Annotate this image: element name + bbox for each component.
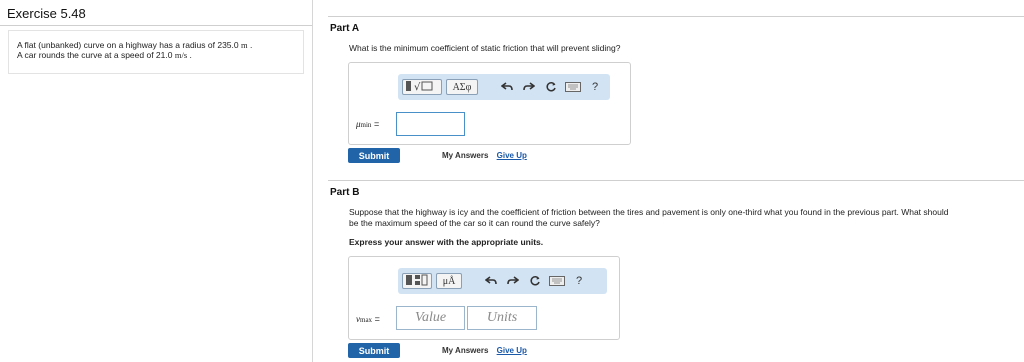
greek-symbols-button[interactable]: ΑΣφ	[446, 79, 478, 95]
part-a-my-answers[interactable]: My Answers	[442, 151, 489, 160]
mu-subscript: min	[360, 121, 372, 129]
units-template-icon	[405, 274, 429, 288]
column-separator	[312, 0, 313, 362]
mu-min-label	[356, 119, 379, 129]
value-input[interactable]: Value	[396, 306, 465, 330]
problem-statement	[8, 30, 304, 74]
problem-line-1: A flat (unbanked) curve on a highway has a radius of 235.0 m .	[17, 40, 253, 50]
units-symbols-button[interactable]: μÅ	[436, 273, 462, 289]
title-divider	[0, 25, 312, 26]
keyboard-icon[interactable]	[546, 272, 568, 290]
help-button[interactable]: ?	[575, 275, 583, 287]
undo-icon[interactable]	[496, 78, 518, 96]
problem-line-2: A car rounds the curve at a speed of 21.0 m/s .	[17, 50, 192, 60]
mu-symbol: μ	[356, 119, 361, 129]
part-b-my-answers[interactable]: My Answers	[442, 346, 489, 355]
svg-text:√: √	[414, 82, 421, 92]
v-symbol: v	[356, 314, 360, 324]
part-a-submit-button[interactable]: Submit	[348, 148, 400, 163]
units-input[interactable]: Units	[467, 306, 537, 330]
part-b-answer-box	[348, 256, 620, 340]
part-a-divider	[328, 16, 1024, 17]
redo-icon[interactable]	[502, 272, 524, 290]
part-a-question: What is the minimum coefficient of static friction that will prevent sliding?	[349, 43, 621, 53]
part-b-title: Part B	[330, 187, 360, 198]
part-a-links	[442, 151, 527, 160]
part-a-math-toolbar	[398, 74, 610, 100]
template-button[interactable]	[402, 79, 442, 95]
keyboard-icon[interactable]	[562, 78, 584, 96]
part-b-instruction: Express your answer with the appropriate units.	[349, 237, 544, 247]
part-a-title: Part A	[330, 23, 360, 34]
part-a-give-up-link[interactable]: Give Up	[496, 151, 527, 160]
part-a-answer-box	[348, 62, 631, 145]
reset-icon[interactable]	[540, 78, 562, 96]
speed-unit: m/s	[174, 50, 188, 60]
part-b-divider	[328, 180, 1024, 181]
mu-equals: =	[373, 119, 380, 129]
redo-icon[interactable]	[518, 78, 540, 96]
part-b-question: Suppose that the highway is icy and the coefficient of friction between the tires and pavement is only one-third what you found in the previous part. What should be the maximum speed of the car so it can round the curve safely?	[349, 207, 949, 228]
part-b-links	[442, 346, 527, 355]
units-template-button[interactable]	[402, 273, 432, 289]
exercise-title: Exercise 5.48	[7, 6, 86, 21]
undo-icon[interactable]	[480, 272, 502, 290]
reset-icon[interactable]	[524, 272, 546, 290]
mu-min-input[interactable]	[396, 112, 465, 136]
v-subscript: max	[360, 316, 373, 324]
help-button[interactable]: ?	[591, 81, 599, 93]
radius-unit: m	[241, 40, 248, 50]
part-b-submit-button[interactable]: Submit	[348, 343, 400, 358]
v-max-label	[356, 314, 380, 324]
template-icon	[405, 80, 439, 94]
part-b-math-toolbar	[398, 268, 607, 294]
part-b-give-up-link[interactable]: Give Up	[496, 346, 527, 355]
v-equals: =	[374, 314, 380, 324]
